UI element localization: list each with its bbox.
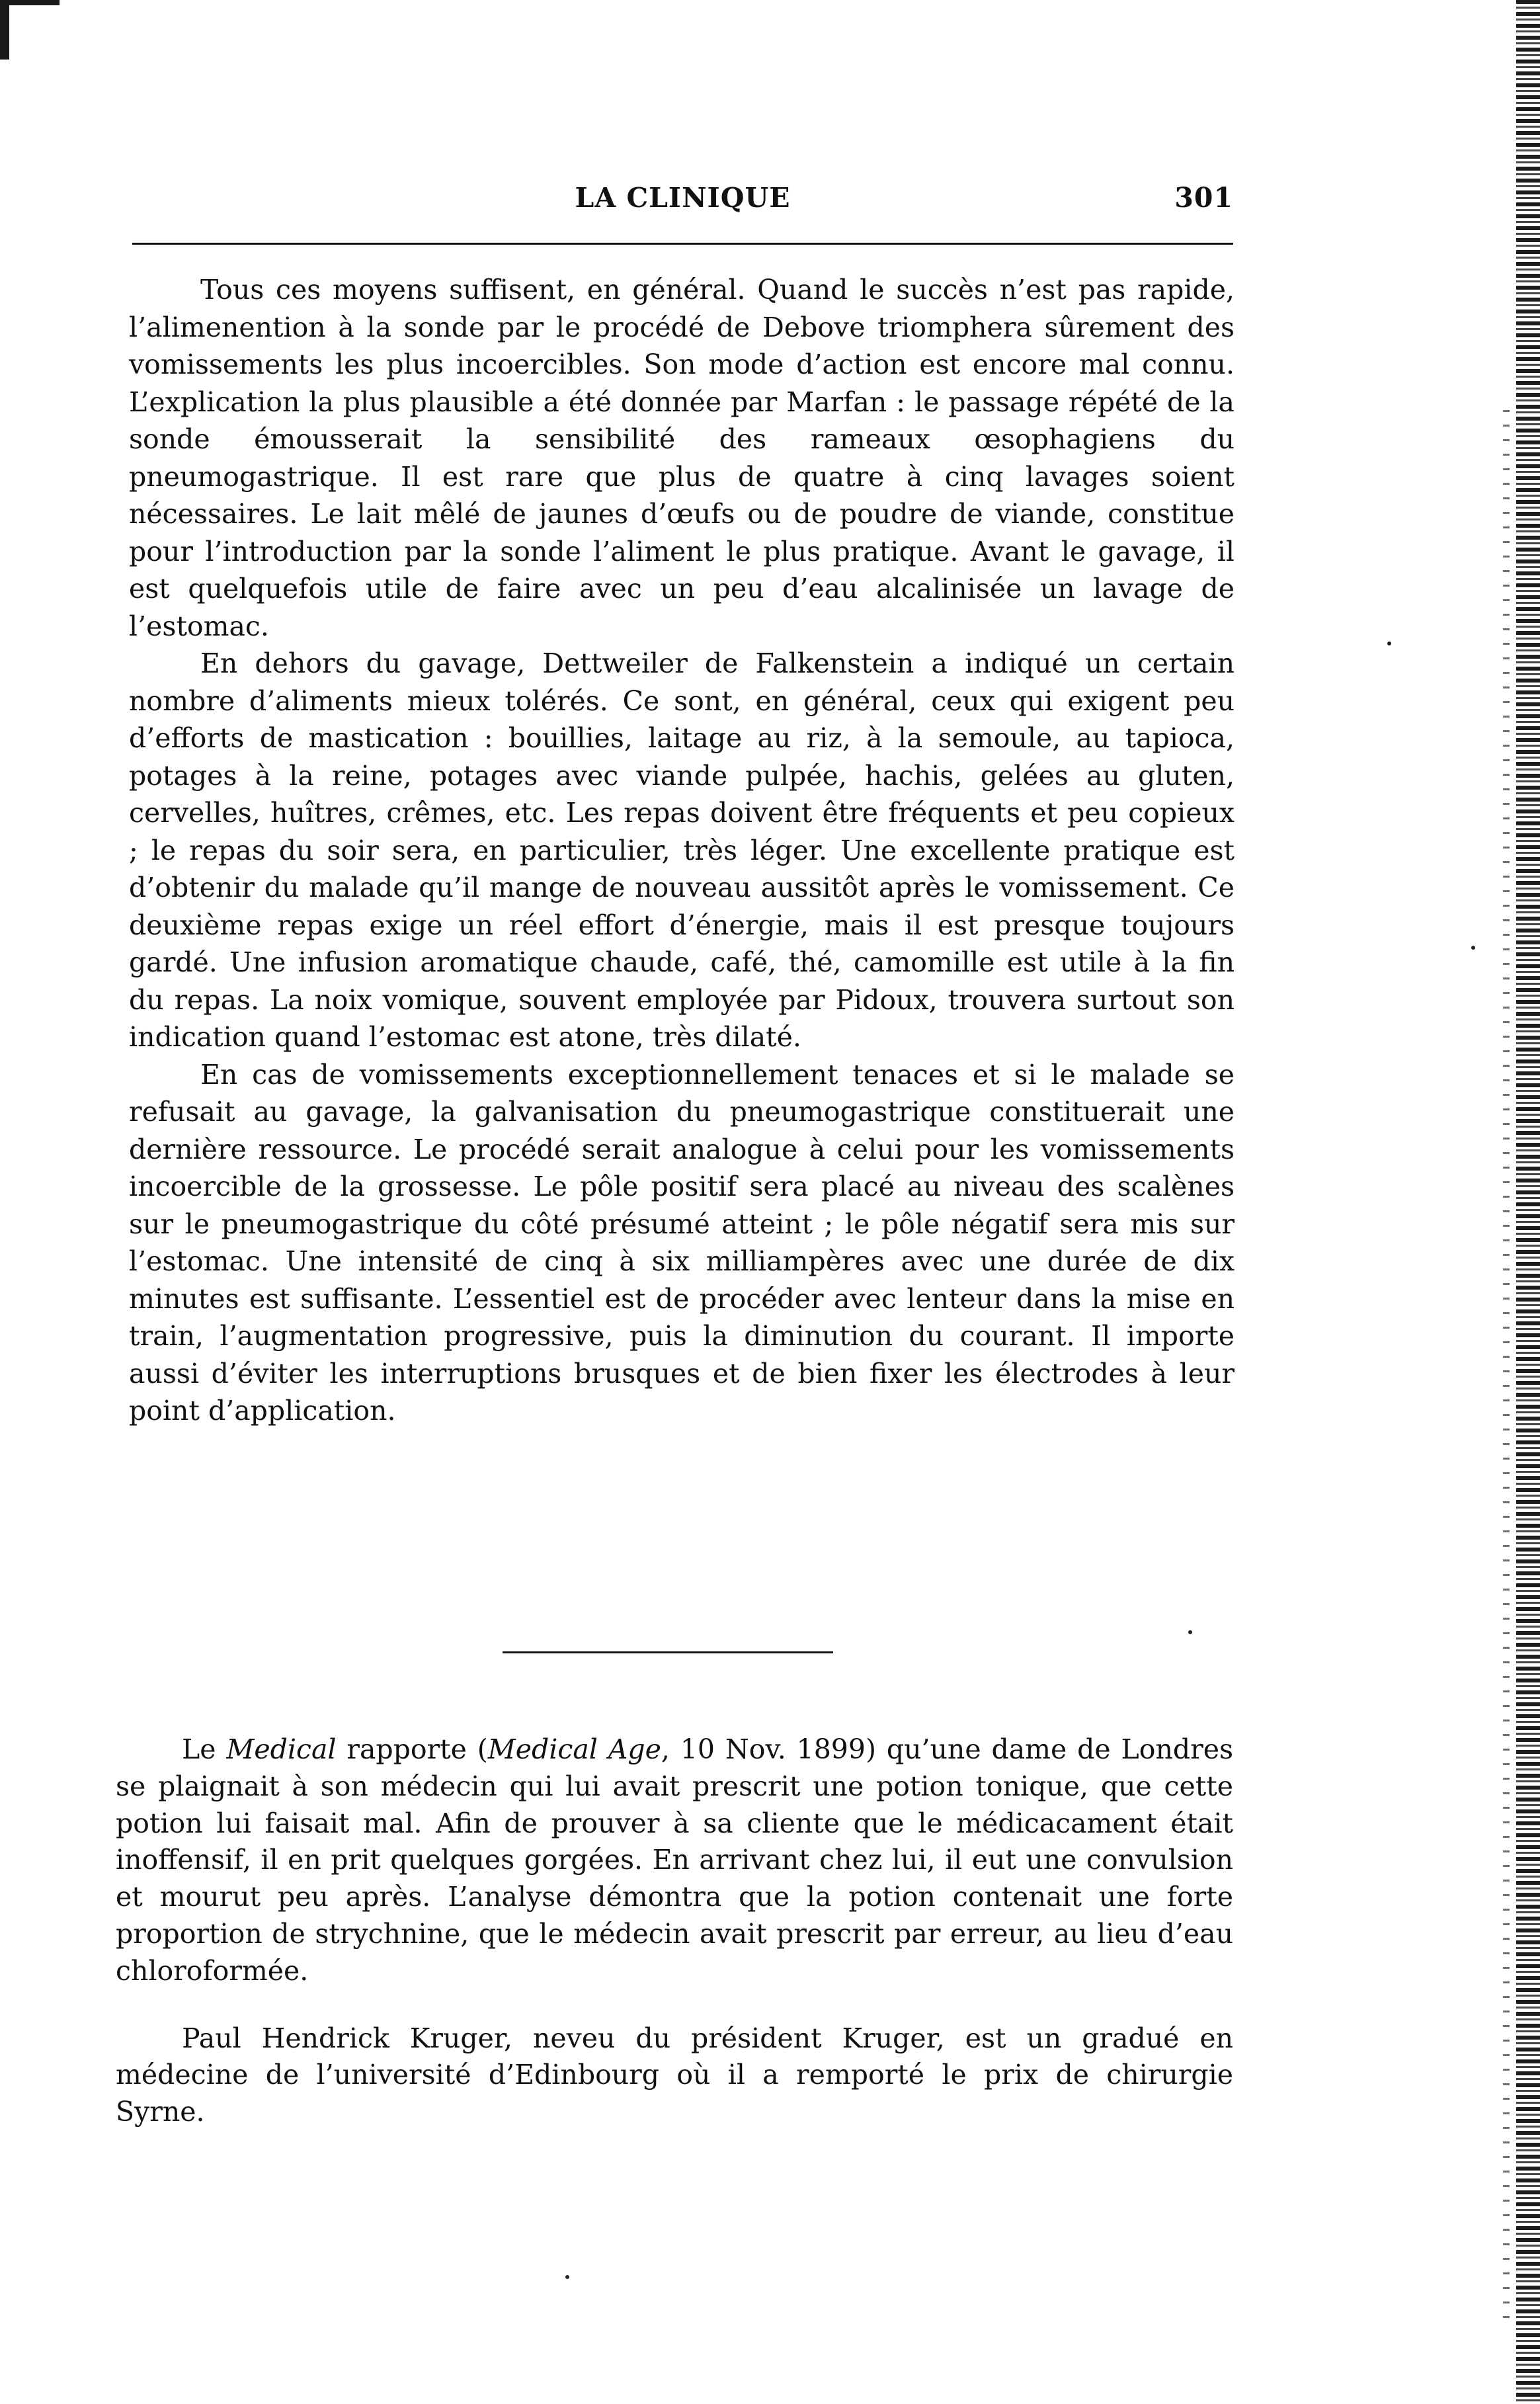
scan-speck [1471,946,1475,950]
paragraph-galvanisation: En cas de vomissements exceptionnellement tenaces et si le malade se refusait au gavage, la galvanisation du pneumogastrique constituerait une dernière ressource. Le procédé serait analogue à celui pour les vomissements incoercible de la grossesse. Le pôle positif sera placé au niveau des scalènes sur le pneumogastrique du côté présumé atteint ; le pôle négatif sera mis sur l’estomac. Une intensité de cinq à six milliampères avec une durée de dix minutes est suffisante. L’essentiel est de procéder avec lenteur dans la mise en train, l’augmentation progressive, puis la diminution du courant. Il importe aussi d’éviter les interruptions brusques et de bien fixer les électrodes à leur point d’application. [129,1058,1235,1427]
publication-name: Medical [226,1733,337,1765]
scan-edge-noise [1503,410,1510,2328]
publication-source: Medical Age [487,1733,661,1765]
scan-speck [565,2275,569,2279]
scan-speck [1387,642,1391,645]
news-section [116,1731,1233,2131]
page-number: 301 [1174,182,1233,214]
news-item-strychnine: Le Medical rapporte (Medical Age, 10 Nov. 1899) qu’une dame de Londres se plaignait à son médecin qui lui avait prescrit une potion tonique, que cette potion lui faisait mal. Afin de prouver à sa cliente que le médicacament était inoffensif, il en prit quelques gorgées. En arrivant chez lui, il eut une convulsion et mourut peu après. L’analyse démontra que la potion contenait une forte proportion de strychnine, que le médecin avait prescrit par erreur, au lieu d’eau chloroformée. [116,1733,1234,1987]
running-header [132,182,1233,222]
scan-speck [1188,1630,1192,1634]
paragraph-feeding-tube: Tous ces moyens suffisent, en général. Quand le succès n’est pas rapide, l’alimenention à la sonde par le procédé de Debove triomphera sûrement des vomissements les plus incoercibles. Son mode d’action est encore mal connu. L’explication la plus plausible a été donnée par Marfan : le passage répété de la sonde émousserait la sensibilité des rameaux œsophagiens du pneumogastrique. Il est rare que plus de quatre à cinq lavages soient nécessaires. Le lait mêlé de jaunes d’œufs ou de poudre de viande, constitue pour l’introduction par la sonde l’aliment le plus pratique. Avant le gavage, il est quelquefois utile de faire avec un peu d’eau alcalinisée un lavage de l’estomac. [129,274,1235,642]
journal-title: LA CLINIQUE [575,182,791,214]
article-body [129,271,1235,1430]
scan-corner-mark [0,0,60,60]
news-item-kruger: Paul Hendrick Kruger, neveu du président Kruger, est un gradué en médecine de l’université d’Edinbourg où il a remporté le prix de chirurgie Syrne. [116,2022,1233,2128]
section-divider [503,1651,833,1653]
header-rule [132,243,1233,245]
paragraph-diet: En dehors du gavage, Dettweiler de Falkenstein a indiqué un certain nombre d’aliments mieux tolérés. Ce sont, en général, ceux qui exigent peu d’efforts de mastication : bouillies, laitage au riz, à la semoule, au tapioca, potages à la reine, potages avec viande pulpée, hachis, gelées au gluten, cervelles, huîtres, crêmes, etc. Les repas doivent être fréquents et peu copieux ; le repas du soir sera, en particulier, très léger. Une excellente pratique est d’obtenir du malade qu’il mange de nouveau aussitôt après le vomissement. Ce deuxième repas exige un réel effort d’énergie, mais il est presque toujours gardé. Une infusion aromatique chaude, café, thé, camomille est utile à la fin du repas. La noix vomique, souvent employée par Pidoux, trouvera surtout son indication quand l’estomac est atone, très dilaté. [129,647,1235,1053]
scan-binding-edge [1516,0,1540,2404]
